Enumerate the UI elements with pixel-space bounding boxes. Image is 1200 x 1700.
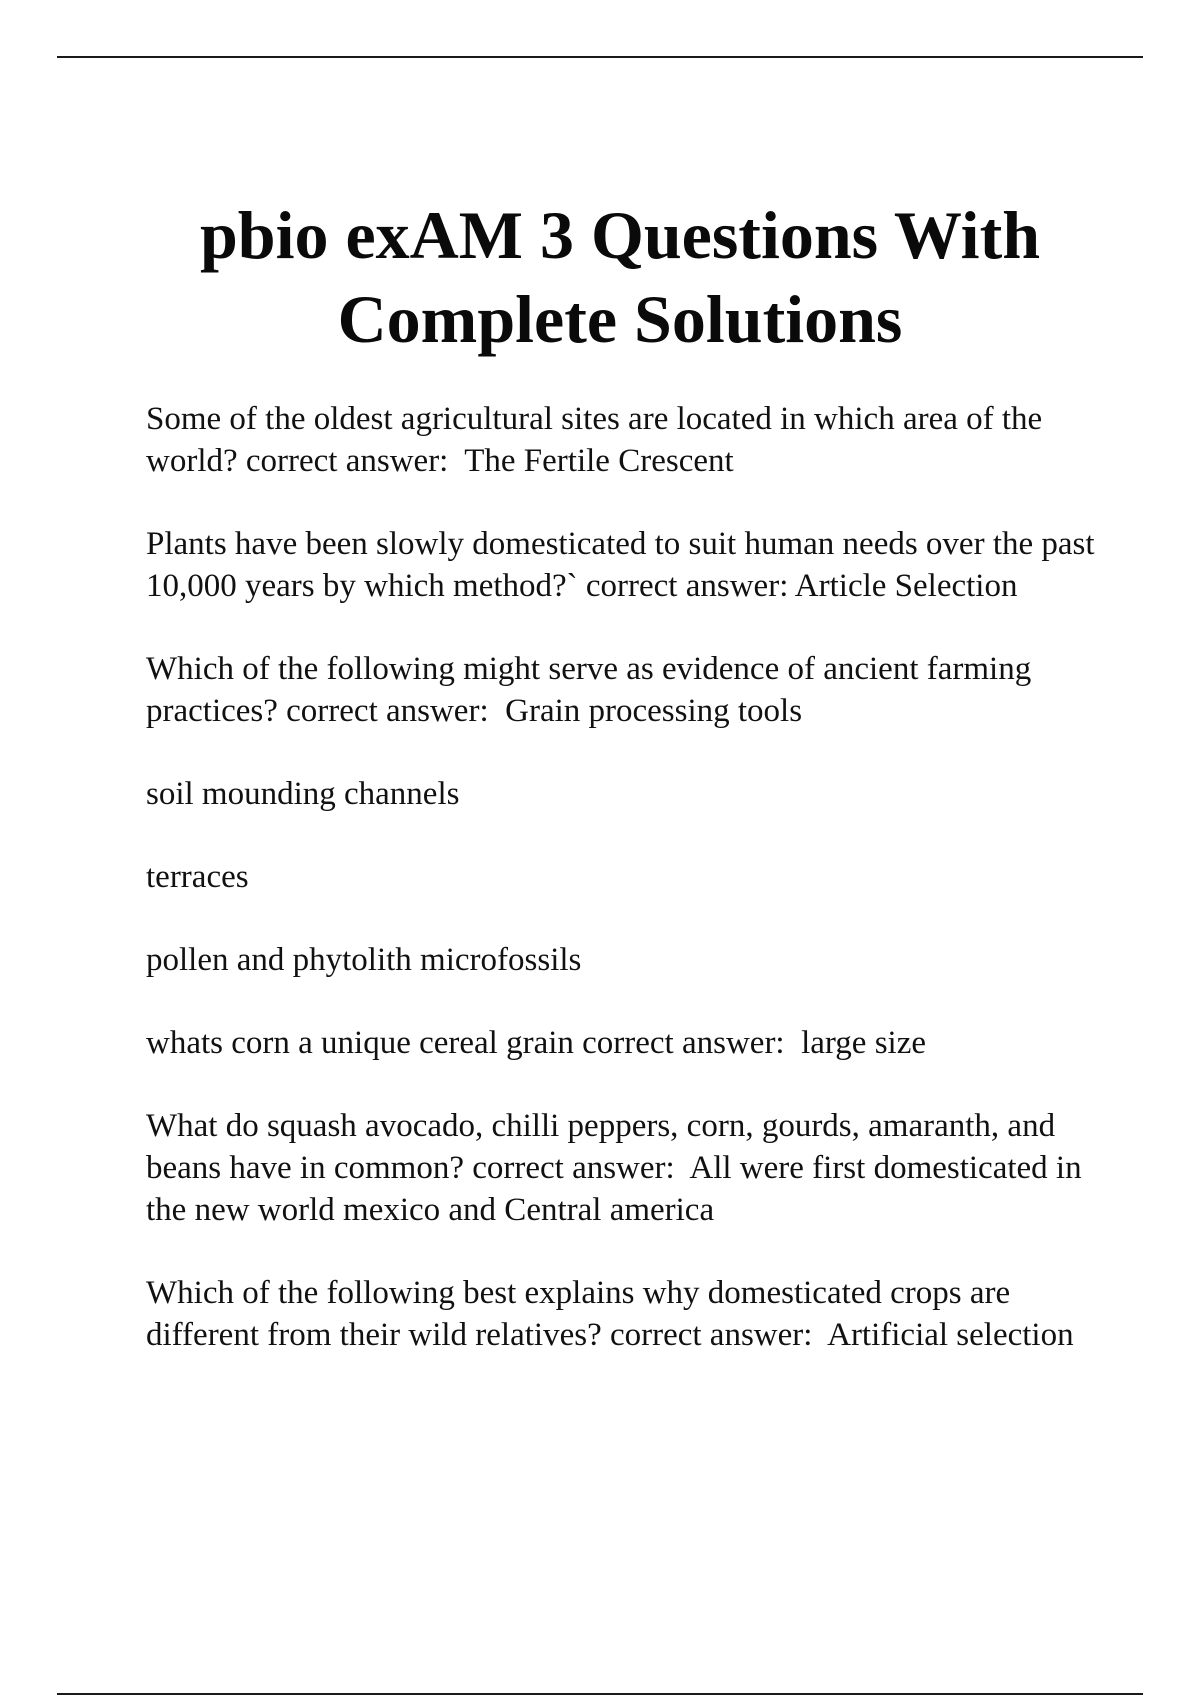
document-title: pbio exAM 3 Questions With Complete Solutions: [199, 197, 1041, 357]
qa-paragraph: Plants have been slowly domesticated to suit human needs over the past 10,000 years by which method?` correct answer: Article Selection: [146, 526, 1103, 604]
answer-list-item: pollen and phytolith microfossils: [146, 942, 582, 978]
qa-paragraph: Which of the following might serve as evidence of ancient farming practices? correct answer: Grain processing tools: [146, 651, 1040, 729]
bottom-divider: [57, 1693, 1143, 1695]
top-divider: [57, 56, 1143, 58]
qa-paragraph: whats corn a unique cereal grain correct answer: large size: [146, 1025, 927, 1061]
answer-list-item: soil mounding channels: [146, 776, 460, 812]
qa-paragraph: Which of the following best explains why domesticated crops are different from their wild relatives? correct answer: Artificial selection: [146, 1275, 1074, 1353]
document-body: [146, 398, 1103, 1397]
qa-paragraph: Some of the oldest agricultural sites are located in which area of the world? correct answer: The Fertile Crescent: [146, 401, 1051, 479]
qa-paragraph: What do squash avocado, chilli peppers, corn, gourds, amaranth, and beans have in common? correct answer: All were first domesticated in the new world mexico and Central america: [146, 1108, 1090, 1228]
answer-list-item: terraces: [146, 859, 249, 895]
